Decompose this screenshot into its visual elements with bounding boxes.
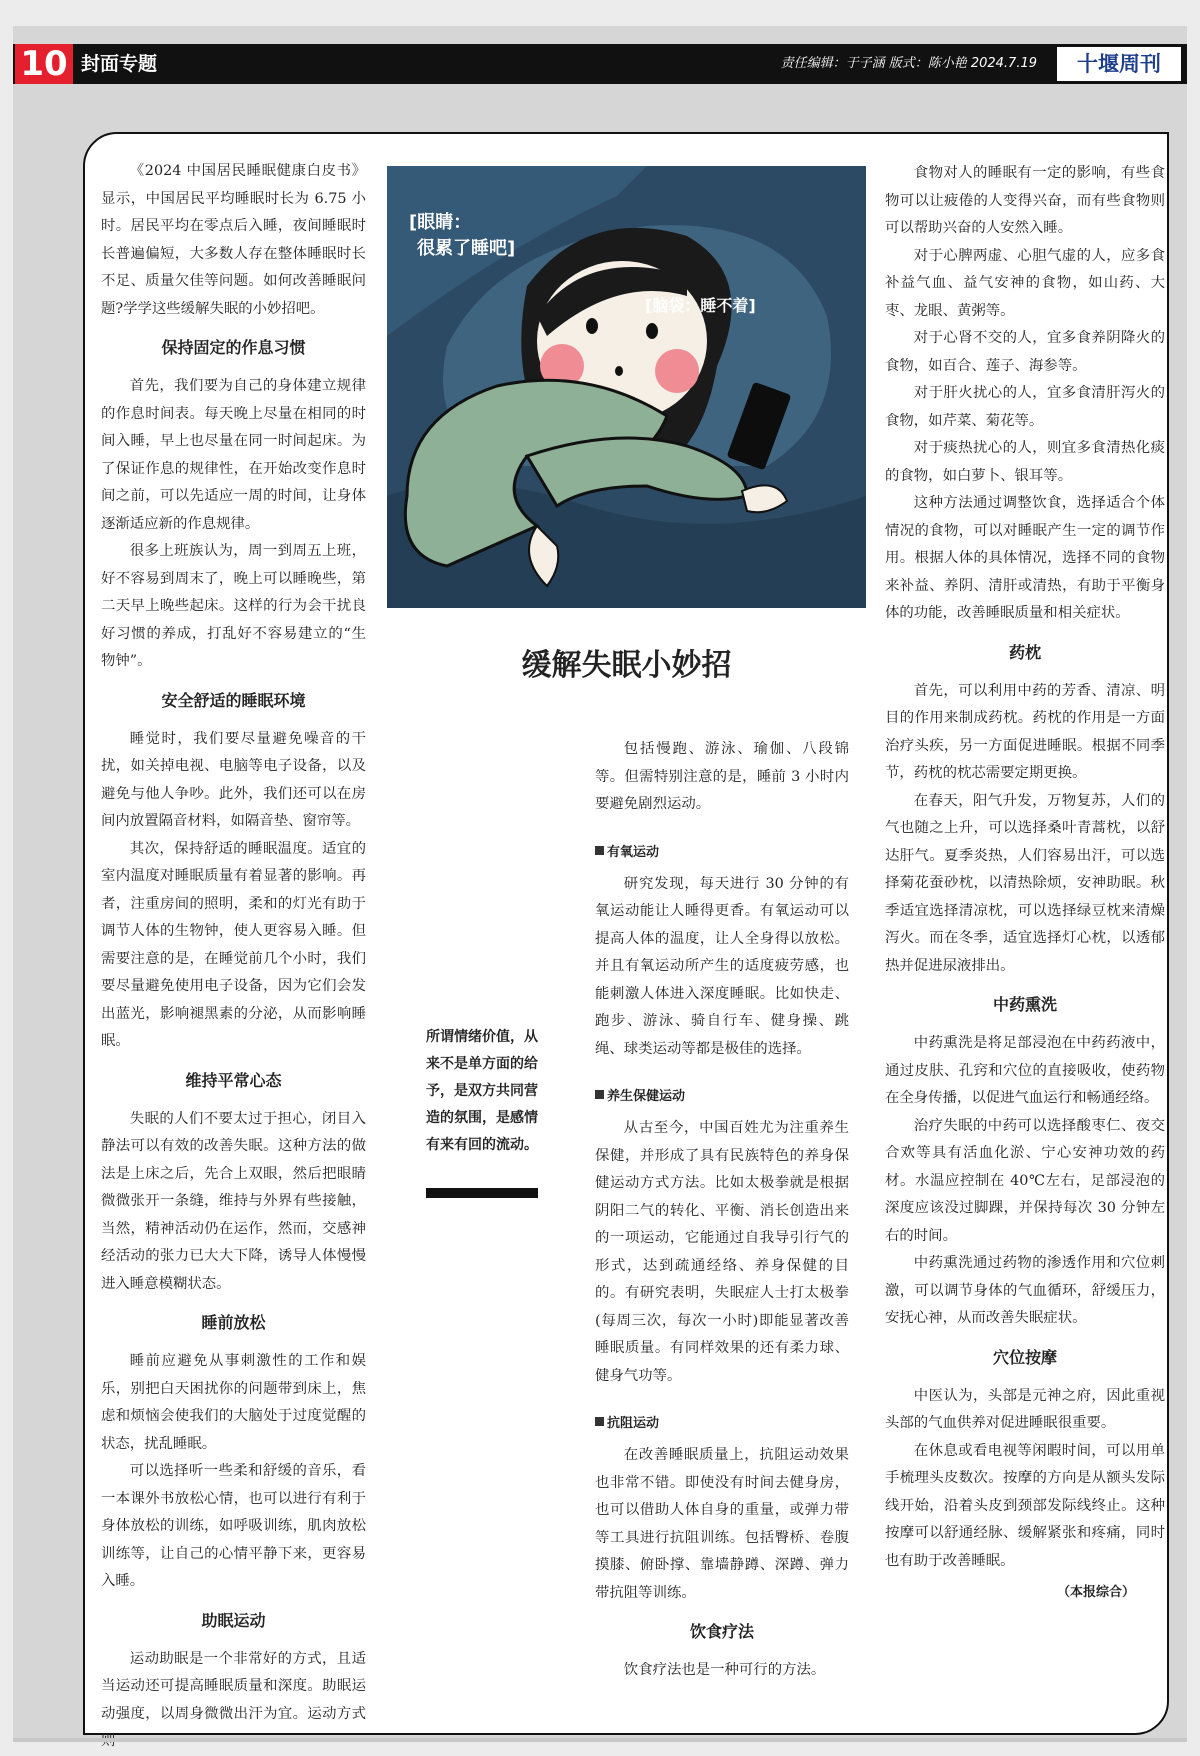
pull-quote-bar xyxy=(426,1188,538,1198)
paragraph: 中药熏洗是将足部浸泡在中药药液中，通过皮肤、孔窍和穴位的直接吸收，使药物在全身传播，以促进气血运行和畅通经络。 xyxy=(885,1035,1165,1106)
paragraph: 对于肝火扰心的人，宜多食清肝泻火的食物，如芹菜、菊花等。 xyxy=(885,385,1165,429)
paragraph: 食物对人的睡眠有一定的影响，有些食物可以让疲倦的人变得兴奋，而有些食物则可以帮助兴奋的人安然入睡。 xyxy=(885,165,1165,236)
paragraph: 睡觉时，我们要尽量避免噪音的干扰，如关掉电视、电脑等电子设备，以及避免与他人争吵。此外，我们还可以在房间内放置隔音材料，如隔音垫、窗帘等。 xyxy=(101,730,366,829)
paragraph: 中药熏洗通过药物的渗透作用和穴位刺激，可以调节身体的气血循环，舒缓压力，安抚心神，从而改善失眠症状。 xyxy=(885,1255,1165,1326)
subhead-pillow: 药枕 xyxy=(1008,642,1041,662)
paragraph: 饮食疗法也是一种可行的方法。 xyxy=(623,1662,826,1678)
paragraph: 对于痰热扰心的人，则宜多食清热化痰的食物，如白萝卜、银耳等。 xyxy=(885,440,1165,484)
editor-line: 责任编辑：于子涵 版式：陈小艳 2024.7.19 xyxy=(780,56,1037,71)
paragraph: 对于心肾不交的人，宜多食养阴降火的食物，如百合、莲子、海参等。 xyxy=(885,330,1165,374)
column-middle xyxy=(595,736,849,1685)
paragraph: 在改善睡眠质量上，抗阻运动效果也非常不错。即使没有时间去健身房，也可以借助人体自身的重量，或弹力带等工具进行抗阻训练。包括臀桥、卷腹摸膝、俯卧撑、靠墙静蹲、深蹲、弹力带抗阻等训练。 xyxy=(595,1447,849,1601)
paragraph: 可以选择听一些柔和舒缓的音乐，看一本课外书放松心情，也可以进行有利于身体放松的训练，如呼吸训练，肌肉放松训练等，让自己的心情平静下来，更容易入睡。 xyxy=(101,1463,366,1589)
subhead-environment: 安全舒适的睡眠环境 xyxy=(161,690,306,710)
paragraph: 研究发现，每天进行 30 分钟的有氧运动能让人睡得更香。有氧运动可以提高人体的温度，让人全身得以放松。并且有氧运动所产生的适度疲劳感，也能刺激人体进入深度睡眠。比如快走、跑步、游泳、骑自行车、健身操、跳绳、球类运动等都是极佳的选择。 xyxy=(595,875,849,1057)
paragraph: 运动助眠是一个非常好的方式，且适当运动还可提高睡眠质量和深度。助眠运动强度，以周身微微出汗为宜。运动方式 xyxy=(101,1650,366,1722)
section-title: 封面专题 xyxy=(81,53,158,75)
paragraph: 在休息或看电视等闲暇时间，可以用单手梳理头皮数次。按摩的方向是从额头发际线开始，沿着头皮到颈部发际线终止。这种按摩可以舒通经脉、缓解紧张和疼痛，同时也有助于改善睡眠。 xyxy=(885,1442,1165,1569)
subhead-diet: 饮食疗法 xyxy=(689,1622,754,1641)
illus-eyes-text-2: 很累了睡吧] xyxy=(417,238,516,259)
column-left xyxy=(101,158,366,1756)
subhead-acupoint: 穴位按摩 xyxy=(992,1347,1057,1367)
column-right xyxy=(885,160,1165,1607)
paragraph: 睡前应避免从事刺激性的工作和娱乐，别把白天困扰你的问题带到床上，焦虑和烦恼会使我们的大脑处于过度觉醒的状态，扰乱睡眠。 xyxy=(101,1353,366,1452)
subhead-relax: 睡前放松 xyxy=(201,1313,266,1332)
headline: 缓解失眠小妙招 xyxy=(521,648,732,683)
paragraph: 治疗失眠的中药可以选择酸枣仁、夜交合欢等具有活血化淤、宁心安神功效的药材。水温应控制在 40℃左右，足部浸泡的深度应该没过脚踝，并保持每次 30 分钟左右的时间。 xyxy=(885,1117,1165,1244)
newspaper-brand: 十堰周刊 xyxy=(1057,47,1181,81)
subhead-routine: 保持固定的作息习惯 xyxy=(161,338,306,357)
subhead-mindset: 维持平常心态 xyxy=(185,1070,282,1090)
paragraph: 中医认为，头部是元神之府，因此重视头部的气血供养对促进睡眠很重要。 xyxy=(885,1387,1165,1431)
paragraph: 失眠的人们不要太过于担心，闭目入静法可以有效的改善失眠。这种方法的做法是上床之后，先合上双眼，然后把眼睛微微张开一条缝，维持与外界有些接触，当然，精神活动仍在运作，然而，交感神经活动的张力已大大下降，诱导人体慢慢进入睡意模糊状态。 xyxy=(101,1110,366,1292)
square-bullet-icon xyxy=(595,846,604,855)
subhead-exercise: 助眠运动 xyxy=(201,1610,266,1630)
paragraph: 从古至今，中国百姓尤为注重养生保健，并形成了具有民族特色的养身保健运动方式方法。比如太极拳就是根据阴阳二气的转化、平衡、消长创造出来的一项运动，它能通过自我导引行气的形式，达到疏通经络、养身保健的目的。有研究表明，失眠症人士打太极拳(每周三次，每次一小时)即能显著改善睡眠质量。有同样效果的还有柔力球、健身气功等。 xyxy=(595,1120,849,1384)
illus-brain-text: [脑袋：睡不着] xyxy=(645,296,756,315)
subhead-fumigation: 中药熏洗 xyxy=(992,995,1057,1014)
paragraph: 首先，我们要为自己的身体建立规律的作息时间表。每天晚上尽量在相同的时间入睡，早上也尽量在同一时间起床。为了保证作息的规律性，在开始改变作息时间之前，可以先适应一周的时间，让身体逐渐适应新的作息规律。 xyxy=(101,378,366,532)
paragraph: 这种方法通过调整饮食，选择适合个体情况的食物，可以对睡眠产生一定的调节作用。根据人体的具体情况，选择不同的食物来补益、养阴、清肝或清热，有助于平衡身体的功能，改善睡眠质量和相关症状。 xyxy=(885,495,1165,621)
paragraph: 很多上班族认为，周一到周五上班，好不容易到周末了，晚上可以睡晚些，第二天早上晚些起床。这样的行为会干扰良好习惯的养成，打乱好不容易建立的“生物钟”。 xyxy=(101,543,366,669)
subhead-resistance: 抗阻运动 xyxy=(595,1412,849,1436)
paragraph: 在春天，阳气升发，万物复苏，人们的气也随之上升，可以选择桑叶青蒿枕，以舒达肝气。夏季炎热，人们容易出汗，可以选择菊花蚕砂枕，以清热除烦，安神助眠。秋季适宜选择清凉枕，可以选择绿豆枕来清燥泻火。而在冬季，适宜选择灯心枕，以透郁热并促进尿液排出。 xyxy=(885,792,1165,974)
paragraph: 首先，可以利用中药的芳香、清凉、明目的作用来制成药枕。药枕的作用是一方面治疗头疾，另一方面促进睡眠。根据不同季节，药枕的枕芯需要定期更换。 xyxy=(885,682,1165,781)
paragraph: 其次，保持舒适的睡眠温度。适宜的室内温度对睡眠质量有着显著的影响。再者，注重房间的照明，柔和的灯光有助于调节人体的生物钟，使人更容易入睡。但需要注意的是，在睡觉前几个小时，我们要尽量避免使用电子设备，因为它们会发出蓝光，影响褪黑素的分泌，从而影响睡眠。 xyxy=(101,840,366,1049)
source-credit: （本报综合） xyxy=(1056,1585,1135,1600)
insomnia-illustration xyxy=(387,166,866,608)
subhead-health: 养生保健运动 xyxy=(595,1085,849,1109)
subhead-aerobic: 有氧运动 xyxy=(595,841,849,865)
bottom-stripe xyxy=(13,1738,1187,1742)
page-number: 10 xyxy=(15,44,73,84)
square-bullet-icon xyxy=(595,1417,604,1426)
intro-paragraph: 《2024 中国居民睡眠健康白皮书》显示，中国居民平均睡眠时长为 6.75 小时。居民平均在零点后入睡，夜间睡眠时长普遍偏短，大多数人存在整体睡眠时长不足、质量欠佳等问题。如何改善睡眠问题?学学这些缓解失眠的小妙招吧。 xyxy=(101,163,366,317)
square-bullet-icon xyxy=(595,1090,604,1099)
newspaper-header xyxy=(13,44,1187,84)
paragraph: 对于心脾两虚、心胆气虚的人，应多食补益气血、益气安神的食物，如山药、大枣、龙眼、黄粥等。 xyxy=(885,247,1165,319)
pull-quote: 所谓情绪价值，从来不是单方面的给予，是双方共同营造的氛围，是感情有来有回的流动。 xyxy=(426,1029,538,1153)
illus-eyes-text: [眼睛： xyxy=(409,212,472,233)
paragraph: 包括慢跑、游泳、瑜伽、八段锦等。但需特别注意的是，睡前 3 小时内要避免剧烈运动。 xyxy=(595,741,849,812)
